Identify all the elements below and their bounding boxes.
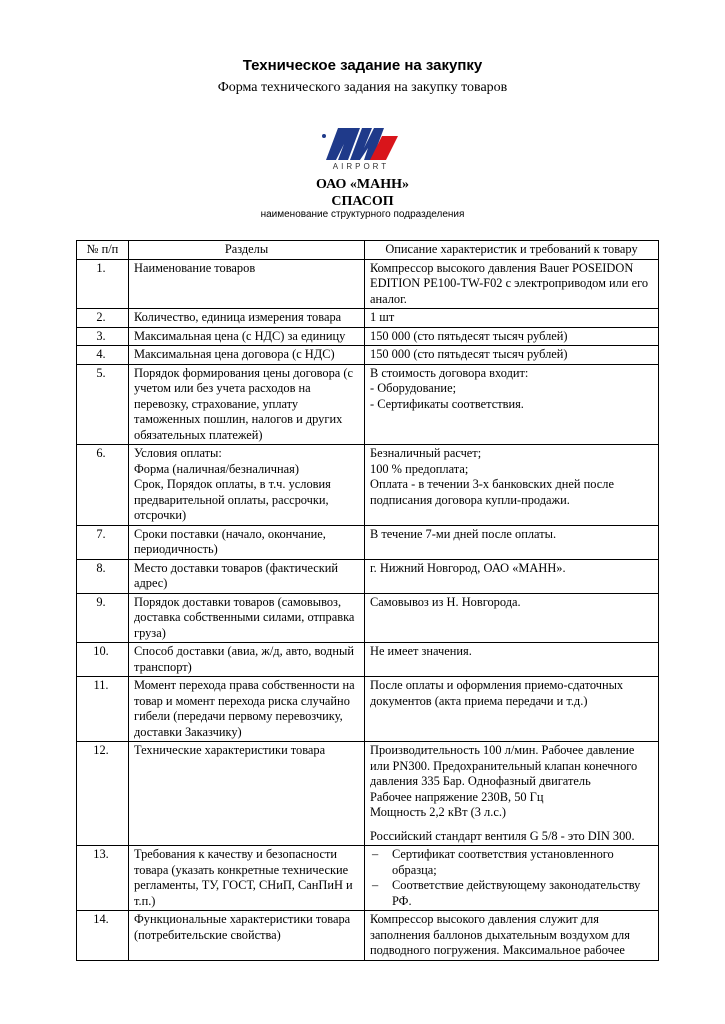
description-line: Российский стандарт вентиля G 5/8 - это DIN 300. bbox=[370, 828, 635, 843]
table-row bbox=[77, 259, 659, 309]
row-description bbox=[365, 364, 659, 445]
department-caption: наименование структурного подразделения bbox=[260, 209, 465, 220]
table-row bbox=[77, 327, 659, 346]
row-description bbox=[365, 327, 659, 346]
row-number: 6. bbox=[77, 445, 129, 526]
row-description bbox=[365, 525, 659, 559]
logo-subtext: AIRPORT bbox=[332, 162, 390, 171]
table-row bbox=[77, 309, 659, 328]
list-item: – Соответствие действующему законодательству РФ. bbox=[370, 878, 653, 909]
row-description bbox=[365, 742, 659, 846]
table-row bbox=[77, 445, 659, 526]
description-line: Не имеет значения. bbox=[370, 644, 472, 658]
description-line: Безналичный расчет; bbox=[370, 446, 482, 460]
table-row bbox=[77, 846, 659, 911]
row-description bbox=[365, 346, 659, 365]
description-line: 1 шт bbox=[370, 310, 395, 324]
row-number: 1. bbox=[77, 259, 129, 309]
description-line: В стоимость договора входит: bbox=[370, 365, 529, 380]
row-description bbox=[365, 677, 659, 742]
row-section: Место доставки товаров (фактический адрес) bbox=[129, 559, 365, 593]
organization-block bbox=[0, 176, 725, 210]
description-line: 100 % предоплата; bbox=[370, 461, 469, 476]
description-line: Самовывоз из Н. Новгорода. bbox=[370, 594, 521, 609]
row-section: Технические характеристики товара bbox=[129, 742, 365, 846]
description-line: - Сертификаты соответствия. bbox=[370, 396, 524, 411]
row-section: Функциональные характеристики товара (потребительские свойства) bbox=[129, 911, 365, 961]
description-line: Рабочее напряжение 230В, 50 Гц bbox=[370, 789, 544, 804]
table-row bbox=[77, 364, 659, 445]
description-line: Компрессор высокого давления Bauer POSEIDON EDITION PE100-TW-F02 с электроприводом или его аналог. bbox=[370, 260, 649, 306]
row-section: Максимальная цена (с НДС) за единицу bbox=[129, 327, 365, 346]
row-section: Количество, единица измерения товара bbox=[129, 309, 365, 328]
logo-mark-icon bbox=[320, 126, 402, 162]
table-row bbox=[77, 643, 659, 677]
document-title: Техническое задание на закупку bbox=[242, 57, 483, 74]
row-section: Порядок доставки товаров (самовывоз, доставка собственными силами, отправка груза) bbox=[129, 593, 365, 643]
table-row bbox=[77, 911, 659, 961]
section-line: Форма (наличная/безналичная) bbox=[134, 461, 299, 476]
table-row bbox=[77, 525, 659, 559]
row-number: 10. bbox=[77, 643, 129, 677]
requirements-list bbox=[370, 847, 653, 909]
row-section bbox=[129, 445, 365, 526]
row-section: Порядок формирования цены договора (с учетом или без учета расходов на перевозку, страхование, уплату таможенных пошлин, налогов и других обязательных платежей) bbox=[129, 364, 365, 445]
spec-table bbox=[76, 240, 659, 961]
row-number: 9. bbox=[77, 593, 129, 643]
description-line: Производительность 100 л/мин. Рабочее давление или PN300. Предохранительный клапан конечного давления 335 Бар. Однофазный двигатель bbox=[370, 743, 638, 788]
description-line: После оплаты и оформления приемо-сдаточных документов (акта приема передачи и т.д.) bbox=[370, 678, 624, 708]
row-description bbox=[365, 309, 659, 328]
table-row bbox=[77, 559, 659, 593]
description-line: Мощность 2,2 кВт (3 л.с.) bbox=[370, 805, 507, 819]
row-number: 14. bbox=[77, 911, 129, 961]
row-section: Сроки поставки (начало, окончание, периодичность) bbox=[129, 525, 365, 559]
row-description bbox=[365, 911, 659, 961]
row-section: Максимальная цена договора (с НДС) bbox=[129, 346, 365, 365]
row-description bbox=[365, 846, 659, 911]
description-line: - Оборудование; bbox=[370, 381, 457, 395]
section-line: Условия оплаты: bbox=[134, 446, 222, 460]
description-line: 150 000 (сто пятьдесят тысяч рублей) bbox=[370, 347, 568, 361]
airport-logo bbox=[320, 126, 402, 182]
row-section: Способ доставки (авиа, ж/д, авто, водный транспорт) bbox=[129, 643, 365, 677]
row-section: Момент перехода права собственности на товар и момент перехода риска случайно гибели (передачи первому перевозчику, доставки Заказчику) bbox=[129, 677, 365, 742]
row-number: 2. bbox=[77, 309, 129, 328]
row-number: 4. bbox=[77, 346, 129, 365]
row-description bbox=[365, 445, 659, 526]
row-description bbox=[365, 643, 659, 677]
description-line: В течение 7-ми дней после оплаты. bbox=[370, 526, 557, 541]
row-description bbox=[365, 559, 659, 593]
column-header-description: Описание характеристик и требований к товару bbox=[365, 241, 659, 260]
table-row bbox=[77, 346, 659, 365]
row-number: 12. bbox=[77, 742, 129, 846]
row-number: 13. bbox=[77, 846, 129, 911]
list-item: – Сертификат соответствия установленного образца; bbox=[370, 847, 653, 878]
column-header-number: № п/п bbox=[77, 241, 129, 260]
description-line: Оплата - в течении 3-х банковских дней после подписания договора купли-продажи. bbox=[370, 477, 614, 507]
document-subtitle: Форма технического задания на закупку товаров bbox=[217, 80, 508, 95]
organization-name: ОАО «МАНН» bbox=[315, 177, 410, 192]
department-name: СПАСОП bbox=[331, 194, 394, 209]
section-line: Срок, Порядок оплаты, в т.ч. условия предварительной оплаты, рассрочки, отсрочки) bbox=[134, 477, 331, 522]
row-number: 5. bbox=[77, 364, 129, 445]
column-header-sections: Разделы bbox=[129, 241, 365, 260]
row-section: Наименование товаров bbox=[129, 259, 365, 309]
description-line: Компрессор высокого давления служит для заполнения баллонов дыхательным воздухом для подводного погружения. Максимальное рабочее bbox=[370, 912, 630, 957]
row-number: 7. bbox=[77, 525, 129, 559]
row-number: 11. bbox=[77, 677, 129, 742]
row-description bbox=[365, 593, 659, 643]
description-line: 150 000 (сто пятьдесят тысяч рублей) bbox=[370, 328, 568, 343]
description-line: г. Нижний Новгород, ОАО «МАНН». bbox=[370, 560, 566, 575]
row-number: 8. bbox=[77, 559, 129, 593]
table-row bbox=[77, 742, 659, 846]
table-row bbox=[77, 677, 659, 742]
table-header-row bbox=[77, 241, 659, 260]
row-section: Требования к качеству и безопасности товара (указать конкретные технические регламенты, ТУ, ГОСТ, СНиП, СанПиН и т.п.) bbox=[129, 846, 365, 911]
table-row bbox=[77, 593, 659, 643]
row-number: 3. bbox=[77, 327, 129, 346]
row-description bbox=[365, 259, 659, 309]
